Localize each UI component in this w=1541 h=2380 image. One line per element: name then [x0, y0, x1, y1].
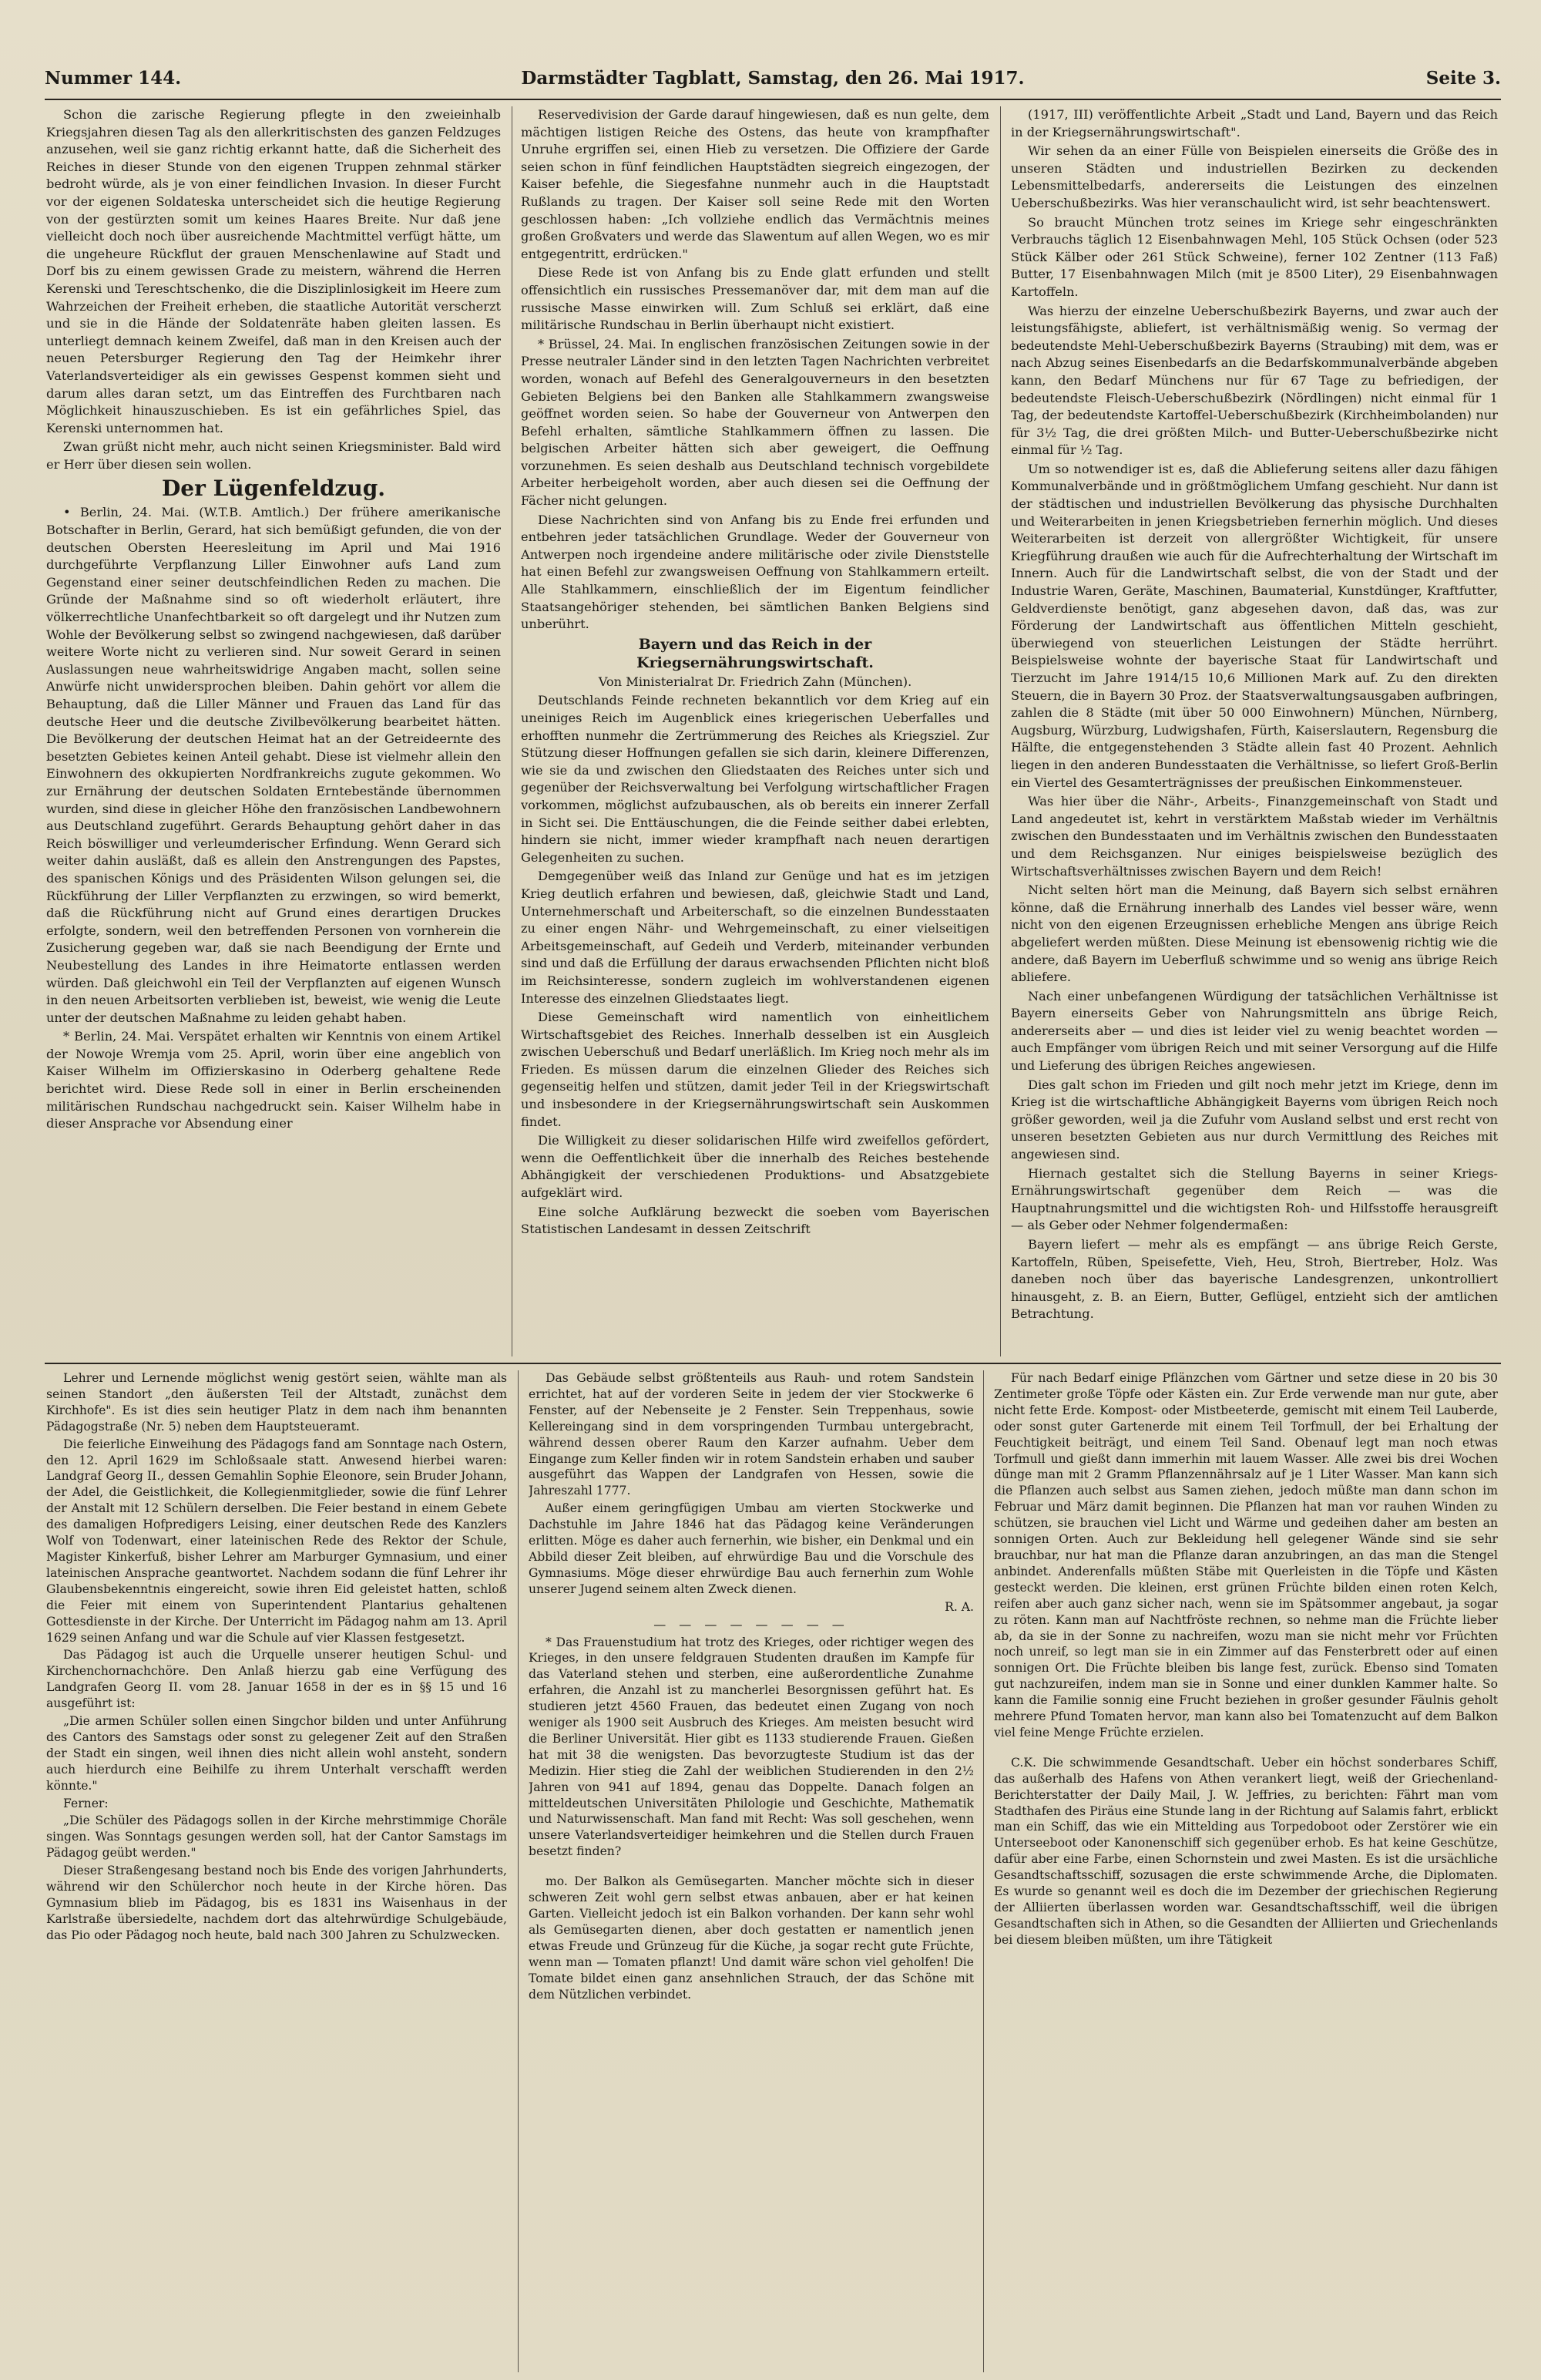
- article-author: Von Ministerialrat Dr. Friedrich Zahn (München).: [598, 674, 912, 689]
- paragraph: (1917, III) veröffentlichte Arbeit „Stadt und Land, Bayern und das Reich in der Kriegsernährungswirtschaft".: [1011, 107, 1498, 140]
- paragraph: Diese Nachrichten sind von Anfang bis zu Ende frei erfunden und entbehren jeder tatsächlichen Grundlage. Weder der Gouverneur von Antwerpen noch irgendeine andere militärische oder zivile Dienststelle hat einen Befehl zur zwangsweisen Oeffnung von Stahlkammern erteilt. Alle Stahlkammern, einschließlich der im Eigentum feindlicher Staatsangehöriger stehenden, bei sämtlichen Banken Belgiens sind unberührt.: [521, 512, 989, 632]
- paragraph: Das Pädagog ist auch die Urquelle unserer heutigen Schul- und Kirchenchornachchöre. Den Anlaß hierzu gab eine Verfügung des Landgrafen Georg II. vom 28. Januar 1658 in der es in §§ 15 und 16 ausgeführt ist:: [46, 1648, 507, 1711]
- column-divider: [1000, 106, 1001, 1356]
- paragraph: Reservedivision der Garde darauf hingewiesen, daß es nun gelte, dem mächtigen listigen Reiche des Ostens, das heute von krampfhafter Unruhe ergriffen sei, einen Hieb zu versetzen. Die Offiziere der Garde seien schon in fünf feindlichen Hauptstädten siegreich eingezogen, der Kaiser befehle, die Siegesfahne nunmehr auch in die Hauptstadt Rußlands zu tragen. Der Kaiser soll seine Rede mit den Worten geschlossen haben: „Ich vollziehe endlich das Vermächtnis meines großen Großvaters und werde das Slawentum auf allen Wegen, wo es mir entgegentritt, erdrücken.": [521, 107, 989, 261]
- column-1: [46, 106, 501, 1356]
- issue-number: Nummer 144.: [45, 68, 182, 89]
- paragraph: Nach einer unbefangenen Würdigung der tatsächlichen Verhältnisse ist Bayern einerseits Geber von Nahrungsmitteln ans übrige Reich, andererseits aber — und dies ist leider viel zu wenig beachtet worden — auch Empfänger vom übrigen Reich und mit seiner Versorgung auf die Hilfe und Lieferung des übrigen Reiches angewiesen.: [1011, 988, 1498, 1074]
- lower-column-2: [529, 1370, 974, 2372]
- newspaper-title-date: Darmstädter Tagblatt, Samstag, den 26. Mai 1917.: [521, 68, 1025, 89]
- paragraph: C.K. Die schwimmende Gesandtschaft. Ueber ein höchst sonderbares Schiff, das außerhalb des Hafens von Athen verankert liegt, weiß der Griechenland-Berichterstatter der Daily Mail, J. W. Jeffries, zu berichten: Fährt man vom Stadthafen des Piräus eine Stunde lang in der Richtung auf Salamis fahrt, erblickt man ein Schiff, das wie ein Mittelding aus Torpedoboot oder Zerstörer wie ein Unterseeboot oder Kanonenschiff sich gegenüber erhob. Es hat keine Geschütze, dafür aber eine Farbe, einen Schornstein und zwei Masten. Es ist die ursächliche Gesandtschaftsschiff, sozusagen die erste schwimmende Arche, die Diplomaten. Es wurde so genannt weil es doch die im Dezember der griechischen Regierung der Alliierten überlassen worden war. Gesandtschaftsschiff, weil die übrigen Gesandtschaften sich in Athen, so die Gesandten der Alliierten und Griechenlands bei diesem bleiben müßten, um ihre Tätigkeit: [994, 1755, 1498, 1947]
- paragraph: Wir sehen da an einer Fülle von Beispielen einerseits die Größe des in unseren Städten und industriellen Bezirken zu deckenden Lebensmittelbedarfs, andererseits die Leistungen des einzelnen Ueberschußbezirks. Was hier veranschaulicht wird, ist sehr beachtenswert.: [1011, 143, 1498, 210]
- paragraph: Lehrer und Lernende möglichst wenig gestört seien, wählte man als seinen Standort „den äußersten Teil der Altstadt, zunächst dem Kirchhofe". Es ist dies sein heutiger Platz in dem nach ihm benannten Pädagogstraße (Nr. 5) neben dem Hauptsteueramt.: [46, 1371, 507, 1434]
- article-headline: Bayern und das Reich in der Kriegsernährungswirtschaft.: [636, 635, 874, 671]
- paragraph: Was hierzu der einzelne Ueberschußbezirk Bayerns, und zwar auch der leistungsfähigste, abliefert, ist verhältnismäßig wenig. So vermag der bedeutendste Mehl-Ueberschußbezirk Bayerns (Straubing) mit dem, was er nach Abzug seines Eisenbedarfs an die Bedarfskommunalverbände abgeben kann, den Bedarf Münchens nur für 67 Tage zu befriedigen, der bedeutendste Fleisch-Ueberschußbezirk (Nördlingen) nicht einmal für 1 Tag, der bedeutendste Kartoffel-Ueberschußbezirk (Kirchheimbolanden) nur für 3½ Tag, die drei größten Milch- und Butter-Ueberschußbezirke nicht einmal für ½ Tag.: [1011, 303, 1498, 458]
- article-headline: Der Lügenfeldzug.: [161, 476, 386, 502]
- paragraph: Die Willigkeit zu dieser solidarischen Hilfe wird zweifellos gefördert, wenn die Oeffentlichkeit über die innerhalb des Reiches bestehende Abhängigkeit der verschiedenen Produktions- und Absatzgebiete aufgeklärt wird.: [521, 1133, 989, 1201]
- paragraph: * Das Frauenstudium hat trotz des Krieges, oder richtiger wegen des Krieges, in den unsere feldgrauen Studenten draußen im Kampfe für das Vaterland stehen und sterben, eine außerordentliche Zunahme erfahren, die Anzahl ist zu mancherlei Besorgnissen geführt hat. Es studieren jetzt 4560 Frauen, das bedeutet einen Zugang von noch weniger als 1900 seit Ausbruch des Krieges. Am meisten besucht wird die Berliner Universität. Hier gibt es 1133 studierende Frauen. Gießen hat mit 38 die wenigsten. Das bevorzugteste Studium ist das der Medizin. Hier stieg die Zahl der weiblichen Studierenden in den 2½ Jahren von 941 auf 1894, genau das Doppelte. Danach folgen an mitteldeutschen Universitäten Philologie und Geschichte, Mathematik und Naturwissenschaft. Man fand mit Recht: Was soll geschehen, wenn unsere Vaterlandsverteidiger heimkehren und die Stellen durch Frauen besetzt finden?: [529, 1635, 974, 1859]
- masthead-rule: [45, 99, 1501, 100]
- paragraph: Ferner:: [63, 1796, 109, 1810]
- section-rule: [45, 1363, 1501, 1364]
- ornament-divider: — — — — — — — —: [653, 1616, 849, 1632]
- paragraph: Für nach Bedarf einige Pflänzchen vom Gärtner und setze diese in 20 bis 30 Zentimeter große Töpfe oder Kästen ein. Zur Erde verwende man nur gute, aber nicht fette Erde. Kompost- oder Mistbeeterde, gemischt mit einem Teil Lauberde, oder sonst guter Gartenerde mit einem Teil Torfmull, der bei Erhaltung der Feuchtigkeit beiträgt, und einem Teil Sand. Obenauf legt man noch etwas Torfmull und gießt dann immerhin mit lauem Wasser. Alle zwei bis drei Wochen dünge man mit 2 Gramm Pflanzennährsalz auf je 1 Liter Wasser. Man kann sich die Pflanzen auch selbst aus Samen ziehen, jedoch müßte man dann schon im Februar und März damit beginnen. Die Pflanzen hat man vor rauhen Winden zu schützen, sie brauchen viel Licht und Wärme und gedeihen daher am besten an sonnigen Orten. Auch zur Bekleidung hell gelegener Wände sind sie sehr brauchbar, nur hat man die Pflanze daran anzubringen, an das man die Stengel anbindet. Anderenfalls müßten Stäbe mit Querleisten in die Töpfe und Kästen gesteckt werden. Die kleinen, erst grünen Früchte bilden einen roten Kelch, reifen aber auch ganz sicher nach, wenn sie im Spätsommer angebaut, ja sogar zu röten. Kann man auf Nachtfröste rechnen, so nehme man die Früchte lieber ab, da sie in der Sonne zu nachreifen, wozu man sie nicht mehr vor Früchten noch unreif, so legt man sie in ein Zimmer auf das Fensterbrett oder auf einen sonnigen Ort. Die Früchte bleiben bis lange fest, zurück. Ebenso sind Tomaten gut nachzureifen, indem man sie in Sonne und einer dunklen Kammer halte. So kann die Familie sonnig eine Frucht beziehen in großer gesunder Fäulnis geholt mehrere Pfund Tomaten hervor, man kann also bei Tomatenzucht auf dem Balkon viel feine Menge Früchte erzielen.: [994, 1371, 1498, 1740]
- paragraph: Dieser Straßengesang bestand noch bis Ende des vorigen Jahrhunderts, während wir den Schülerchor noch heute in der Kirche hören. Das Gymnasium blieb im Pädagog, bis es 1831 ins Waisenhaus in der Karlstraße übersiedelte, nachdem dort das altehrwürdige Schulgebäude, das Pio oder Pädagog noch heute, bald nach 300 Jahren zu Schulzwecken.: [46, 1864, 507, 1942]
- paragraph: Deutschlands Feinde rechneten bekanntlich vor dem Krieg auf ein uneiniges Reich im Augenblick eines kriegerischen Ueberfalles und erhofften nunmehr die Zertrümmerung des Reiches als Kriegsziel. Zur Stützung dieser Hoffnungen gefallen sie sich darin, kleinere Differenzen, wie sie da und zwischen den Gliedstaaten des Reiches unter sich und gegenüber der Reichsverwaltung bei Verfolgung wirtschaftlicher Fragen vorkommen, möglichst aufzubauschen, als ob bereits ein innerer Zerfall in Sicht sei. Die Enttäuschungen, die die Feinde seither dabei erlebten, hindern sie nicht, immer wieder krampfhaft nach neuen derartigen Gelegenheiten zu suchen.: [521, 693, 989, 865]
- paragraph: Hiernach gestaltet sich die Stellung Bayerns in seiner Kriegs-Ernährungswirtschaft gegenüber dem Reich — was die Hauptnahrungsmittel und die wichtigsten Roh- und Hilfsstoffe herausgreift — als Geber oder Nehmer folgendermaßen:: [1011, 1165, 1498, 1233]
- paragraph: Demgegenüber weiß das Inland zur Genüge und hat es im jetzigen Krieg deutlich erfahren und bewiesen, daß, gleichwie Stadt und Land, Unternehmerschaft und Arbeiterschaft, so die einzelnen Bundesstaaten zu einer engen Nähr- und Wehrgemeinschaft, zu einer vielseitigen Arbeitsgemeinschaft, auf Gedeih und Verderb, miteinander verbunden sind und daß die Erfüllung der daraus erwachsenden Pflichten nicht bloß im Reichsinteresse, sondern zugleich im wohlverstandenen eigenen Interesse des einzelnen Gliedstaates liegt.: [521, 869, 989, 1006]
- page-number: Seite 3.: [1425, 68, 1501, 89]
- quotation: „Die Schüler des Pädagogs sollen in der Kirche mehrstimmige Choräle singen. Was Sonntags gesungen werden soll, hat der Cantor Samstags im Pädagog geübt werden.": [46, 1814, 507, 1861]
- paragraph: Um so notwendiger ist es, daß die Ablieferung seitens aller dazu fähigen Kommunalverbände und in größtmöglichem Umfang geschieht. Nur dann ist der städtischen und industriellen Bevölkerung das physische Durchhalten und Weiterarbeiten in jenen Kriegsbetrieben fernerhin möglich. Und dieses Weiterarbeiten ist derzeit von allergrößter Wichtigkeit, für unsere Kriegführung draußen wie auch für die Aufrechterhaltung der Wirtschaft im Innern. Auch für die Landwirtschaft selbst, die von der Stadt und der Industrie Waren, Geräte, Maschinen, Baumaterial, Kunstdünger, Kraftfutter, Geldverdienste benötigt, ganz abgesehen davon, daß das, was zur Förderung der Landwirtschaft aus öffentlichen Mitteln geschieht, überwiegend von steuerlichen Leistungen der Städte herrührt. Beispielsweise wohnte der bayerische Staat für Landwirtschaft und Tierzucht im Jahre 1914/15 10,6 Millionen Mark auf. Zu den direkten Steuern, die in Bayern 30 Proz. der Staatsverwaltungsausgaben aufbringen, zahlen die 8 Städte (mit über 50 000 Einwohnern) München, Nürnberg, Augsburg, Würzburg, Ludwigshafen, Fürth, Kaiserslautern, Regensburg die Hälfte, die entgegenstehenden 3 Städte allein fast 40 Prozent. Aehnlich liegen in den anderen Bundesstaaten die Verhältnisse, so liefert Groß-Berlin ein Viertel des Gesamterträgnisses der preußischen Einkommensteuer.: [1011, 461, 1498, 790]
- paragraph: Schon die zarische Regierung pflegte in den zweieinhalb Kriegsjahren diesen Tag als den allerkritischsten des ganzen Feldzuges anzusehen, weil sie ganz richtig erkannt hatte, daß die Sicherheit des Reiches in dieser Stunde von den eigenen Truppen zehnmal stärker bedroht würde, als je von einer feindlichen Invasion. In dieser Furcht vor der eigenen Soldateska unterscheidet sich die heutige Regierung von der gestürzten somit um keines Haares Breite. Nur daß jene vielleicht doch noch über ausreichende Machtmittel verfügt hätte, um die ungeheure Rückflut der grauen Menschenlawine auf Stadt und Dorf bis zu einem gewissen Grade zu meistern, während die Herren Kerenski und Tereschtschenko, die die Disziplinlosigkeit im Heere zum Wahrzeichen der Freiheit erheben, die staatliche Autorität verscherzt und sie in die Hände der Soldatenräte haben gleiten lassen. Es unterliegt demnach keinem Zweifel, daß man in den Kreisen auch der neuen Petersburger Regierung den Tag der Heimkehr ihrer Vaterlandsverteidiger als ein gewisses Gespenst kommen sieht und darum alles daran setzt, um das Eintreffen des Furchtbaren nach Möglichkeit hinauszuschieben. Es ist ein gefährliches Spiel, das Kerenski unternommen hat.: [46, 107, 501, 435]
- column-divider: [983, 1370, 984, 2372]
- paragraph: * Berlin, 24. Mai. Verspätet erhalten wir Kenntnis von einem Artikel der Nowoje Wremja vom 25. April, worin über eine angeblich von Kaiser Wilhelm im Offizierskasino in Oderberg gehaltene Rede berichtet wird. Diese Rede soll in einer in Berlin erscheinenden militärischen Rundschau nachgedruckt sein. Kaiser Wilhelm habe in dieser Ansprache vor Absendung einer: [46, 1029, 501, 1131]
- paragraph: Nicht selten hört man die Meinung, daß Bayern sich selbst ernähren könne, daß die Ernährung innerhalb des Landes viel besser wäre, wenn nicht von den eigenen Erzeugnissen erhebliche Mengen ans übrige Reich abgeliefert werden müßten. Diese Meinung ist ebensowenig richtig wie die andere, daß Bayern im Ueberfluß schwimme und so wenig ans übrige Reich abliefere.: [1011, 882, 1498, 985]
- lower-column-1: [46, 1370, 507, 2372]
- column-divider: [518, 1370, 519, 2372]
- paragraph: Bayern liefert — mehr als es empfängt — ans übrige Reich Gerste, Kartoffeln, Rüben, Speisefette, Vieh, Heu, Stroh, Biertreber, Holz. Was daneben noch über das bayerische Landesgrenzen, unkontrolliert hinausgeht, z. B. an Eiern, Butter, Geflügel, entzieht sich der amtlichen Betrachtung.: [1011, 1237, 1498, 1322]
- masthead: [45, 68, 1501, 99]
- author-signature: R. A.: [945, 1599, 974, 1614]
- lower-column-3: [994, 1370, 1498, 2372]
- paragraph: Dies galt schon im Frieden und gilt noch mehr jetzt im Kriege, denn im Krieg ist die wirtschaftliche Abhängigkeit Bayerns vom übrigen Reich noch größer geworden, weil ja die Zufuhr vom Ausland selbst und erst recht von unseren besetzten Gebieten aus nur durch Vermittlung des Reiches mit angewiesen sind.: [1011, 1077, 1498, 1162]
- paragraph: Diese Rede ist von Anfang bis zu Ende glatt erfunden und stellt offensichtlich ein russisches Pressemanöver dar, mit dem man auf die russische Masse einwirken will. Zum Schluß sei erklärt, daß eine militärische Rundschau in Berlin überhaupt nicht existiert.: [521, 265, 989, 333]
- paragraph: Außer einem geringfügigen Umbau am vierten Stockwerke und Dachstuhle im Jahre 1846 hat das Pädagog keine Veränderungen erlitten. Möge es daher auch fernerhin, wie bisher, ein Denkmal und ein Abbild dieser Zeit bleiben, auf ehrwürdige Bau und die Vorschule des Gymnasiums. Möge dieser ehrwürdige Bau auch fernerhin zum Wohle unserer Jugend seinem alten Zweck dienen.: [529, 1501, 974, 1596]
- paragraph: So braucht München trotz seines im Kriege sehr eingeschränkten Verbrauchs täglich 12 Eisenbahnwagen Mehl, 105 Stück Ochsen (oder 523 Stück Kälber oder 261 Stück Schweine), ferner 102 Zentner (113 Faß) Butter, 17 Eisenbahnwagen Milch (mit je 8500 Liter), 29 Eisenbahnwagen Kartoffeln.: [1011, 214, 1498, 299]
- paragraph: mo. Der Balkon als Gemüsegarten. Mancher möchte sich in dieser schweren Zeit wohl gern selbst etwas anbauen, aber er hat keinen Garten. Vielleicht jedoch ist ein Balkon vorhanden. Der kann sehr wohl als Gemüsegarten dienen, aber doch gestatten er namentlich jenen etwas Freude und Grünzeug für die Küche, ja sogar recht gute Früchte, wenn man — Tomaten pflanzt! Und damit wäre schon viel geholfen! Die Tomate bildet einen ganz ansehnlichen Strauch, der das Schöne mit dem Nützlichen verbindet.: [529, 1874, 974, 2002]
- paragraph: Die feierliche Einweihung des Pädagogs fand am Sonntage nach Ostern, den 12. April 1629 im Schloßsaale statt. Anwesend hierbei waren: Landgraf Georg II., dessen Gemahlin Sophie Eleonore, sein Bruder Johann, der Adel, die Geistlichkeit, die Kollegienmitglieder, sowie die fünf Lehrer der Anstalt mit 12 Schülern derselben. Die Feier bestand in einem Gebete des damaligen Hofpredigers Leising, einer deutschen Rede des Kanzlers Wolf von Todenwart, einer lateinischen Rede des Rektor der Schule, Magister Kinkerfuß, bisher Lehrer am Marburger Gymnasium, und einer lateinischen Ansprache geantwortet. Nachdem sodann die fünf Lehrer ihr Glaubensbekenntnis eingereicht, sowie ihren Eid geleistet hatten, schloß die Feier mit einem von Superintendent Plantarius gehaltenen Gottesdienste in der Kirche. Der Unterricht im Pädagog nahm am 13. April 1629 seinen Anfang und war die Schule auf vier Klassen festgesetzt.: [46, 1437, 507, 1645]
- column-3: [1011, 106, 1498, 1356]
- column-2: [521, 106, 989, 1356]
- paragraph: • Berlin, 24. Mai. (W.T.B. Amtlich.) Der frühere amerikanische Botschafter in Berlin, Gerard, hat sich bemüßigt gefunden, die von der deutschen Obersten Heeresleitung im April und Mai 1916 durchgeführte Verpflanzung Liller Einwohner aufs Land zum Gegenstand einer seiner deutschfeindlichen Reden zu machen. Die Gründe der Maßnahme sind so oft wiederholt erläutert, ihre völkerrechtliche Unanfechtbarkeit so oft dargelegt und ihr Nutzen zum Wohle der Bevölkerung selbst so zwingend nachgewiesen, daß darüber weitere Worte nicht zu verlieren sind. Nur soweit Gerard in seinen Auslassungen neue wahrheitswidrige Angaben macht, sollen seine Anwürfe nicht unwidersprochen bleiben. Dahin gehört vor allem die Behauptung, daß die Liller Männer und Frauen das Land für das deutsche Heer und die deutsche Zivilbevölkerung bearbeitet hätten. Die Bevölkerung der deutschen Heimat hat an der Getreideernte des besetzten Gebietes keinen Anteil gehabt. Diese ist vielmehr allein den Einwohnern des okkupierten Nordfrankreichs zugute gekommen. Wo zur Ernährung der deutschen Soldaten Erntebestände übernommen wurden, sind diese in gleicher Höhe den französischen Landbewohnern aus Deutschland zugeführt. Gerards Behauptung gehört daher in das Reich böswilliger und verleumderischer Erfindung. Wenn Gerard sich weiter dahin ausläßt, daß es allein den Anstrengungen des Papstes, des spanischen Königs und des Präsidenten Wilson gelungen sei, die Rückführung der Liller Verpflanzten zu erzwingen, so wird bemerkt, daß die Rückführung nicht auf Grund eines derartigen Druckes erfolgte, sondern, weil den betreffenden Personen von vornherein die Zusicherung gegeben war, daß sie nach Beendigung der Ernte und Neubestellung des Landes in ihre Heimatorte entlassen werden würden. Daß gleichwohl ein Teil der Verpflanzten auf eigenen Wunsch in den neuen Arbeitsorten verblieben ist, beweist, wie wenig die Leute unter der deutschen Maßnahme zu leiden gehabt haben.: [46, 505, 501, 1025]
- paragraph: Diese Gemeinschaft wird namentlich von einheitlichem Wirtschaftsgebiet des Reiches. Innerhalb desselben ist ein Ausgleich zwischen Ueberschuß und Bedarf unerläßlich. Im Krieg noch mehr als im Frieden. Es müssen darum die einzelnen Glieder des Reiches sich gegenseitig helfen und stützen, damit jeder Teil in der Kriegswirtschaft und insbesondere in der Kriegsernährungswirtschaft sein Auskommen findet.: [521, 1010, 989, 1129]
- paragraph: Was hier über die Nähr-, Arbeits-, Finanzgemeinschaft von Stadt und Land angedeutet ist, kehrt in verstärktem Maßstab wieder im Verhältnis zwischen den Bundesstaaten und im Verhältnis zwischen den Bundesstaaten und dem Reichsganzen. Nur einiges beispielsweise bezüglich des Wirtschaftsverhältnisses zwischen Bayern und dem Reich!: [1011, 794, 1498, 879]
- paragraph: Eine solche Aufklärung bezweckt die soeben vom Bayerischen Statistischen Landesamt in dessen Zeitschrift: [521, 1204, 989, 1237]
- paragraph: * Brüssel, 24. Mai. In englischen französischen Zeitungen sowie in der Presse neutraler Länder sind in den letzten Tagen Nachrichten verbreitet worden, wonach auf Befehl des Generalgouverneurs in den besetzten Gebieten Belgiens bei den Banken alle Stahlkammern zwangsweise geöffnet worden seien. So habe der Gouverneur von Antwerpen den Befehl erhalten, sämtliche Stahlkammern öffnen zu lassen. Die belgischen Arbeiter hätten sich aber geweigert, die Oeffnung vorzunehmen. Es seien deshalb aus Deutschland technisch vorgebildete Arbeiter herbeigeholt worden, aber auch diesen sei die Oeffnung der Fächer nicht gelungen.: [521, 336, 989, 509]
- paragraph: Das Gebäude selbst größtenteils aus Rauh- und rotem Sandstein errichtet, hat auf der vorderen Seite in jedem der vier Stockwerke 6 Fenster, auf der Nebenseite je 2 Fenster. Sein Treppenhaus, sowie Kellereingang sind in dem vorspringenden Turmbau untergebracht, während dessen oberer Raum den Karzer aufnahm. Ueber dem Eingange zum Keller finden wir in rotem Sandstein erhaben und sauber ausgeführt das Wappen der Landgrafen von Hessen, sowie die Jahreszahl 1777.: [529, 1371, 974, 1498]
- quotation: „Die armen Schüler sollen einen Singchor bilden und unter Anführung des Cantors des Samstags oder sonst zu gelegener Zeit auf den Straßen der Stadt ein singen, weil ihnen dies nicht allein wohl ansteht, sondern auch hierdurch eine Beihilfe zu ihrem Unterhalt verschafft werden könnte.": [46, 1714, 507, 1793]
- paragraph: Zwan grüßt nicht mehr, auch nicht seinen Kriegsminister. Bald wird er Herr über diesen sein wollen.: [46, 439, 501, 472]
